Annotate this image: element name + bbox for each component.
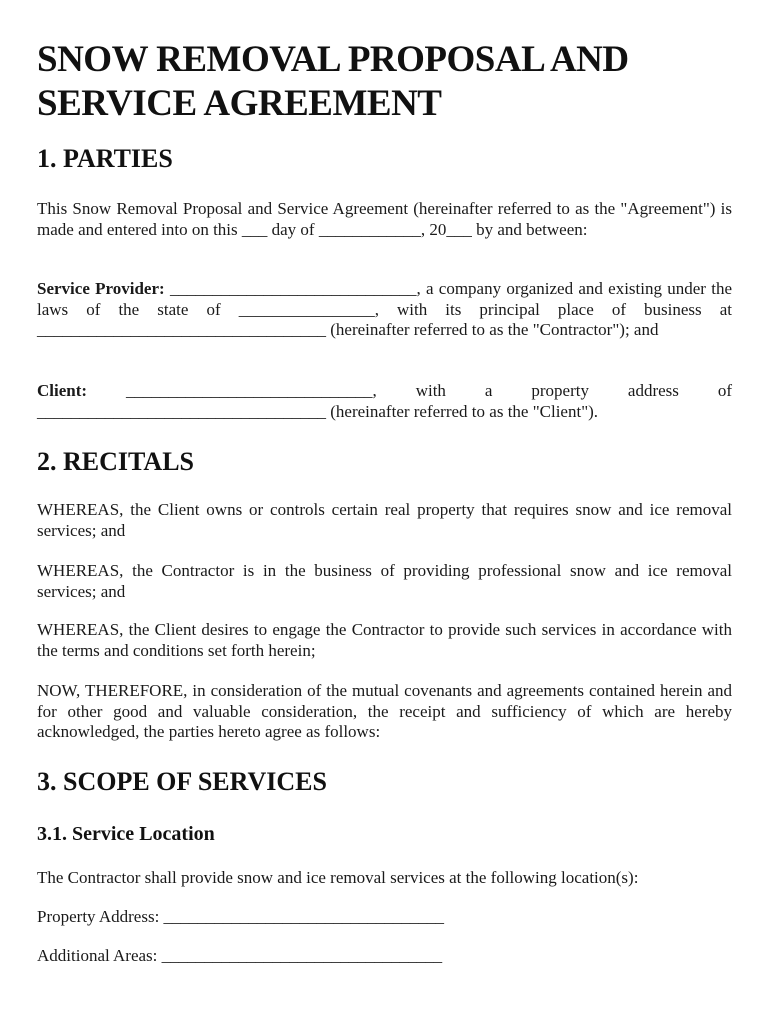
document-title: SNOW REMOVAL PROPOSAL AND SERVICE AGREEMENT — [37, 39, 629, 124]
recital-paragraph-2: WHEREAS, the Contractor is in the business of providing professional snow and ice removal services; and — [37, 561, 732, 601]
service-provider-label: Service Provider: — [37, 279, 165, 298]
service-provider-paragraph — [37, 279, 732, 341]
additional-areas-line: Additional Areas: _________________________________ — [37, 946, 443, 965]
parties-intro-paragraph: This Snow Removal Proposal and Service Agreement (hereinafter referred to as the "Agreement") is made and entered into on this ___ day of ____________, 20___ by and between: — [37, 199, 732, 239]
client-label: Client: — [37, 381, 88, 400]
recital-paragraph-4: NOW, THEREFORE, in consideration of the mutual covenants and agreements contained herein and for other good and valuable consideration, the receipt and sufficiency of which are hereby acknowledged, the parties hereto agree as follows: — [37, 681, 732, 742]
property-address-line: Property Address: _________________________________ — [37, 907, 445, 926]
section-heading-parties: 1. PARTIES — [37, 144, 173, 173]
recital-paragraph-1: WHEREAS, the Client owns or controls certain real property that requires snow and ice removal services; and — [37, 500, 732, 540]
client-text: _____________________________, with a property address of __________________________________ (hereinafter referred to as the "Client"). — [37, 381, 732, 421]
client-paragraph — [37, 381, 732, 422]
section-heading-recitals: 2. RECITALS — [37, 447, 195, 476]
scope-intro-paragraph: The Contractor shall provide snow and ice removal services at the following location(s): — [37, 868, 639, 887]
recital-paragraph-3: WHEREAS, the Client desires to engage the Contractor to provide such services in accordance with the terms and conditions set forth herein; — [37, 620, 732, 660]
subsection-heading-service-location: 3.1. Service Location — [37, 823, 215, 845]
section-heading-scope: 3. SCOPE OF SERVICES — [37, 767, 327, 796]
service-provider-text: _____________________________, a company organized and existing under the laws of the state of ________________, with its principal place of business at __________________________________ (hereinafter referred to as the "Contractor"); and — [37, 279, 732, 340]
